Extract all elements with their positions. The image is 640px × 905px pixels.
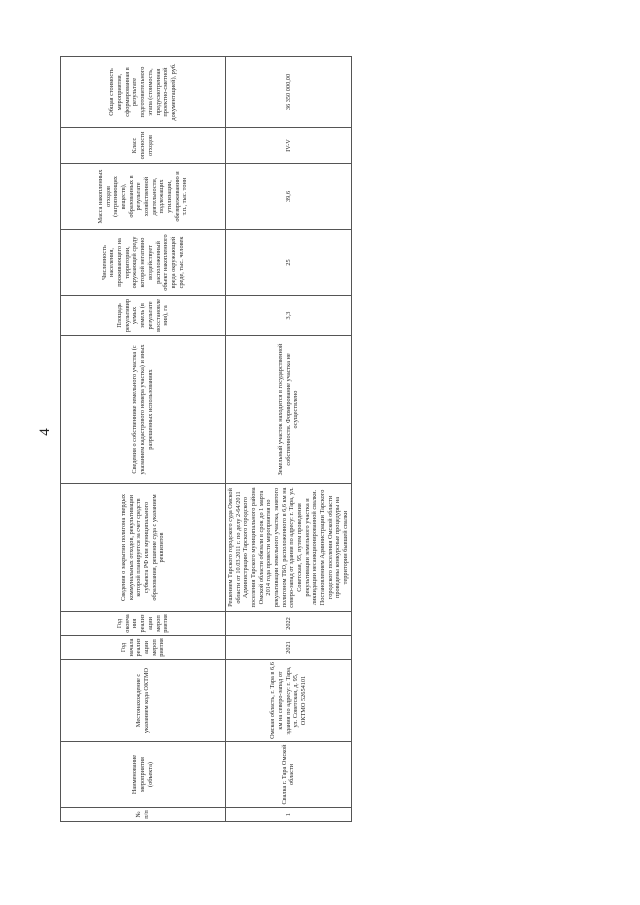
rotated-table-container [60,57,350,822]
header-hazard-class: Класс опасности отходов [61,128,226,164]
header-start-year: Год начала реализации мероприятия [61,636,226,660]
page-number: 4 [37,428,53,436]
header-name: Наименование мероприятия (объекта) [61,742,226,808]
objects-table [60,56,352,822]
table-header-row [61,57,226,822]
header-population: Численность населения, проживающего на территории, окружающей среду которой негативно воздействует расположенный объект накопленного вреда окружающей среде, тыс. человек [61,230,226,296]
header-area: Площадь рекультивируемых земель (в результате восстановления), га [61,296,226,336]
cell-hazard-class: IV-V [226,128,352,164]
cell-num: 1 [226,808,352,822]
cell-start-year: 2021 [226,636,352,660]
header-waste-mass: Масса накопленных отходов (загрязняющих веществ), образованных в результате хозяйственной деятельности, подлежащих утилизации, обезвреживанию и т.п., тыс. тонн [61,164,226,230]
cell-name: Свалка г. Тара Омской области [226,742,352,808]
cell-location: Омская область, г. Тара в 6,6 км на северо-запад от здания по адресу: г. Тара, ул. Советская, д. 95, ОКТМО 52654101 [226,660,352,742]
header-closure-info: Сведения о закрытии полигона твердых коммунальных отходов, рекультивации которой планируется за счет средств субъекта РФ или муниципального образования, решение суда с указанием реквизитов [61,484,226,612]
header-owner-info: Сведения о собственнике земельного участка (с указанием кадастрового номера участка) и иных разрешенных использованиях [61,336,226,484]
cell-end-year: 2022 [226,612,352,636]
cell-area: 3,3 [226,296,352,336]
cell-waste-mass: 39,6 [226,164,352,230]
cell-owner-info: Земельный участок находится в государственной собственности. Формирование участка не осуществлено [226,336,352,484]
cell-closure-info: Решением Тарского городского суда Омской области от 10.03.2011 г. по делу 2-64/2011 Администрацию Тарского городского поселения Тарского муниципального района Омской области обязали в срок до 1 марта 2014 года провести мероприятия по рекультивации земельного участка, занятого полигоном ТБО, расположенного в 6,6 км на северо-запад от здания по адресу: г. Тара, ул. Советская, 95, путем проведения рекультивации земельного участка и ликвидации несанкционированной свалки. Постановлением Администрации Тарского городского поселения Омской области проведены конкурсные процедуры на территории бывшей свалки [226,484,352,612]
header-location: Местонахождение с указанием кода ОКТМО [61,660,226,742]
header-end-year: Год окончания реализации мероприятия [61,612,226,636]
table-row [226,57,352,822]
header-cost: Общая стоимость мероприятия, сформированная в результате подготовительного этапа (стоимость, предусмотренная проектно-сметной документацией), руб. [61,57,226,128]
cell-cost: 36 350 000,00 [226,57,352,128]
cell-population: 25 [226,230,352,296]
header-num: № п/п [61,808,226,822]
